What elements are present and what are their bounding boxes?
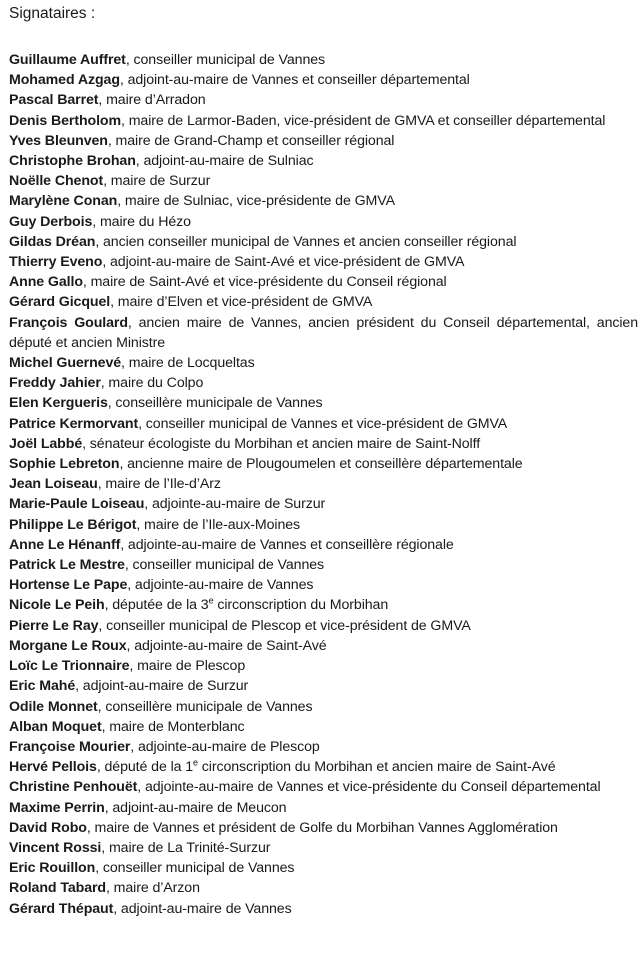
signatory-role: , maire de Sulniac, vice-présidente de GMVA: [117, 193, 395, 210]
signatory-entry: [9, 353, 638, 373]
signatory-name: Patrice Kermorvant: [9, 415, 139, 432]
signatory-role: , adjoint-au-maire de Sulniac: [135, 153, 314, 170]
signatory-entry: [9, 50, 638, 70]
signatory-role: , ancien maire de Vannes, ancien président du Conseil départemental, ancien député et ancien Ministre: [9, 314, 638, 351]
signatory-role: , maire du Hézo: [92, 213, 191, 230]
signatory-name: David Robo: [9, 819, 87, 836]
signatory-entry: [9, 252, 638, 272]
signatory-entry: [9, 899, 638, 919]
signatory-role: , adjoint-au-maire de Surzur: [75, 678, 249, 695]
signatory-role: , maire de Plescop: [129, 658, 246, 675]
signatory-role: , maire d’Arzon: [105, 880, 200, 897]
signatory-entry: [9, 292, 638, 312]
signatory-role: , conseiller municipal de Vannes: [95, 860, 295, 877]
signatory-name: Gildas Dréan: [9, 233, 96, 250]
signatory-role: , adjointe-au-maire de Saint-Avé: [126, 637, 327, 654]
signatory-name: Eric Rouillon: [9, 860, 96, 877]
signatory-name: Alban Moquet: [9, 718, 102, 735]
signatories-list: [9, 50, 638, 919]
signatory-entry: [9, 858, 638, 878]
signatory-entry: [9, 434, 638, 454]
signatory-role: , sénateur écologiste du Morbihan et ancien maire de Saint-Nolff: [82, 435, 481, 452]
signatory-role: , maire du Colpo: [100, 375, 204, 392]
signatory-name: Patrick Le Mestre: [9, 557, 125, 574]
signatory-entry: [9, 313, 638, 353]
signatory-name: Loïc Le Trionnaire: [9, 658, 130, 675]
signatory-entry: [9, 535, 638, 555]
signatories-heading: Signataires :: [9, 5, 96, 22]
signatory-entry: [9, 595, 638, 615]
signatory-name: Guy Derbois: [9, 213, 93, 230]
signatory-role: , conseillère municipale de Vannes: [107, 395, 323, 412]
signatory-entry: [9, 838, 638, 858]
signatory-entry: [9, 737, 638, 757]
signatory-name: Christine Penhouët: [9, 779, 138, 796]
signatory-entry: [9, 393, 638, 413]
signatory-name: Maxime Perrin: [9, 799, 105, 816]
signatory-entry: [9, 212, 638, 232]
signatory-role: , député de la 1: [96, 759, 194, 776]
signatory-entry: [9, 555, 638, 575]
signatory-entry: [9, 90, 638, 110]
signatory-role: , maire d’Elven et vice-président de GMVA: [110, 294, 373, 311]
signatory-role: , conseiller municipal de Vannes et vice-président de GMVA: [138, 415, 508, 432]
signatory-role: , maire de Larmor-Baden, vice-président de GMVA et conseiller départemental: [121, 112, 606, 129]
signatory-entry: [9, 171, 638, 191]
signatory-name: Guillaume Auffret: [9, 52, 126, 68]
signatory-role: , conseiller municipal de Plescop et vice-président de GMVA: [98, 617, 471, 634]
ordinal-superscript: e: [193, 757, 198, 768]
signatory-name: Thierry Eveno: [9, 254, 103, 271]
signatory-name: Roland Tabard: [9, 880, 106, 897]
signatory-role: , adjointe-au-maire de Vannes et vice-présidente du Conseil départemental: [137, 779, 601, 796]
signatory-role: , conseiller municipal de Vannes: [125, 52, 326, 68]
signatory-name: Pascal Barret: [9, 92, 99, 109]
signatory-entry: [9, 798, 638, 818]
signatory-entry: [9, 474, 638, 494]
signatory-entry: [9, 70, 638, 90]
signatory-role-continued: circonscription du Morbihan: [213, 597, 389, 614]
signatory-entry: [9, 272, 638, 292]
signatory-role: , adjoint-au-maire de Vannes: [113, 900, 292, 917]
signatory-role: , ancien conseiller municipal de Vannes et ancien conseiller régional: [95, 233, 517, 250]
signatory-entry: [9, 878, 638, 898]
signatory-entry: [9, 494, 638, 514]
signatory-entry: [9, 151, 638, 171]
signatory-role: , maire de La Trinité-Surzur: [101, 839, 271, 856]
signatory-name: Jean Loiseau: [9, 476, 98, 493]
signatory-name: Gérard Gicquel: [9, 294, 111, 311]
signatory-role: , adjointe-au-maire de Surzur: [144, 496, 326, 513]
signatory-role: , maire de l’Ile-aux-Moines: [136, 516, 301, 533]
signatory-name: Joël Labbé: [9, 435, 83, 452]
signatory-name: Odile Monnet: [9, 698, 98, 715]
signatory-entry: [9, 757, 638, 777]
signatory-entry: [9, 515, 638, 535]
signatory-role: , maire d’Arradon: [98, 92, 206, 109]
signatory-entry: [9, 656, 638, 676]
signatory-name: Anne Gallo: [9, 274, 83, 291]
signatory-name: Marylène Conan: [9, 193, 118, 210]
ordinal-superscript: e: [208, 595, 214, 606]
signatory-name: Morgane Le Roux: [9, 637, 127, 654]
signatory-name: Mohamed Azgag: [9, 72, 120, 89]
signatory-role: , adjoint-au-maire de Saint-Avé et vice-président de GMVA: [102, 254, 465, 271]
signatory-role: , maire de Vannes et président de Golfe du Morbihan Vannes Agglomération: [86, 819, 558, 836]
signatory-name: Sophie Lebreton: [9, 456, 120, 473]
signatory-role: , conseillère municipale de Vannes: [97, 698, 313, 715]
signatory-entry: [9, 191, 638, 211]
signatory-role: , adjointe-au-maire de Vannes et conseillère régionale: [120, 536, 454, 553]
signatory-name: François Goulard: [9, 314, 128, 331]
signatory-role: , adjoint-au-maire de Vannes et conseiller départemental: [119, 72, 470, 89]
signatory-role: , maire de l’Ile-d’Arz: [97, 476, 221, 493]
signatory-entry: [9, 414, 638, 434]
signatory-name: Pierre Le Ray: [9, 617, 99, 634]
signatory-name: Françoise Mourier: [9, 738, 131, 755]
signatory-entry: [9, 636, 638, 656]
signatory-entry: [9, 111, 638, 131]
signatory-entry: [9, 777, 638, 797]
signatory-name: Vincent Rossi: [9, 839, 102, 856]
signatory-entry: [9, 676, 638, 696]
signatory-name: Yves Bleunven: [9, 132, 108, 149]
signatory-role: , ancienne maire de Plougoumelen et conseillère départementale: [119, 456, 523, 473]
signatory-role: , maire de Saint-Avé et vice-présidente du Conseil régional: [82, 274, 447, 291]
signatory-name: Christophe Brohan: [9, 153, 136, 170]
signatory-name: Freddy Jahier: [9, 375, 101, 392]
signatory-name: Eric Mahé: [9, 678, 76, 695]
signatory-role: , maire de Monterblanc: [101, 718, 245, 735]
signatory-name: Gérard Thépaut: [9, 900, 114, 917]
signatory-entry: [9, 717, 638, 737]
signatory-name: Noëlle Chenot: [9, 173, 104, 190]
signatory-name: Hortense Le Pape: [9, 577, 128, 594]
signatory-role: , maire de Locqueltas: [121, 355, 255, 372]
signatory-role: , conseiller municipal de Vannes: [124, 557, 325, 574]
signatory-entry: [9, 131, 638, 151]
signatory-role: , députée de la 3: [104, 597, 209, 614]
signatory-name: Michel Guernevé: [9, 355, 122, 372]
signatory-role-continued: circonscription du Morbihan et ancien maire de Saint-Avé: [197, 759, 556, 776]
signatory-role: , adjointe-au-maire de Vannes: [127, 577, 314, 594]
signatory-entry: [9, 454, 638, 474]
signatory-role: , maire de Grand-Champ et conseiller régional: [107, 132, 395, 149]
signatory-name: Marie-Paule Loiseau: [9, 496, 145, 513]
signatory-entry: [9, 232, 638, 252]
signatory-entry: [9, 373, 638, 393]
signatory-entry: [9, 575, 638, 595]
signatory-name: Elen Kergueris: [9, 395, 108, 412]
signatory-role: , maire de Surzur: [103, 173, 211, 190]
signatory-name: Anne Le Hénanff: [9, 536, 121, 553]
signatory-name: Hervé Pellois: [9, 759, 97, 776]
signatory-entry: [9, 616, 638, 636]
signatory-entry: [9, 697, 638, 717]
signatory-entry: [9, 818, 638, 838]
signatory-name: Philippe Le Bérigot: [9, 516, 137, 533]
signatory-name: Nicole Le Peih: [9, 597, 105, 614]
signatory-name: Denis Bertholom: [9, 112, 122, 129]
signatory-role: , adjoint-au-maire de Meucon: [104, 799, 287, 816]
signatory-role: , adjointe-au-maire de Plescop: [130, 738, 320, 755]
